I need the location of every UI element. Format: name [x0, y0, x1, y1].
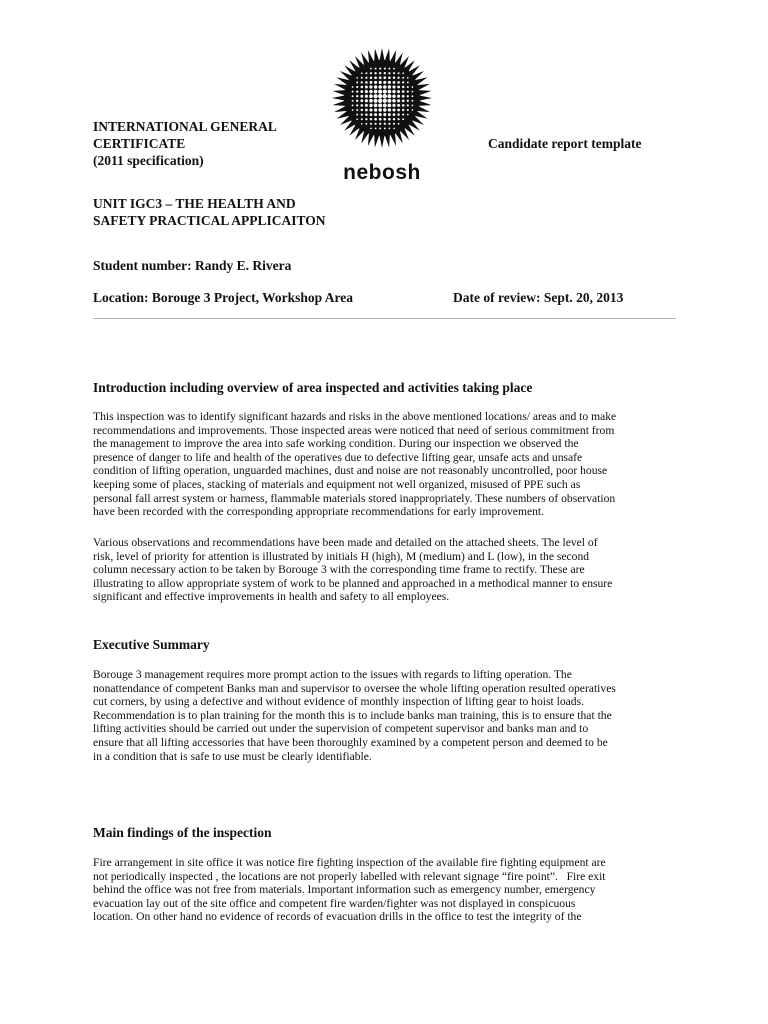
paragraph-line: have been recorded with the corresponding appropriate recommendations for early improvement.: [93, 505, 545, 519]
paragraph-line: column necessary action to be taken by Borouge 3 with the corresponding time frame to rectify. These are: [93, 563, 585, 577]
paragraph-line: the management to improve the area into safe working condition. During our inspection we observed the: [93, 437, 579, 451]
sunburst-emblem: [332, 48, 432, 148]
paragraph-line: Fire arrangement in site office it was notice fire fighting inspection of the available fire fighting equipment are: [93, 856, 606, 869]
paragraph-line: nonattendance of competent Banks man and supervisor to oversee the whole lifting operation resulted operatives: [93, 681, 616, 695]
paragraph-line: Recommendation is to plan training for the month this is to include banks man training, this is to ensure that the: [93, 708, 612, 722]
paragraph-line: illustrating to allow appropriate system of work to be planned and approached in a methodical manner to ensure: [93, 576, 613, 590]
paragraph-line: Borouge 3 management requires more prompt action to the issues with regards to lifting operation. The: [93, 668, 572, 681]
certificate-title: [93, 118, 277, 169]
paragraph-line: evacuation lay out of the site office and competent fire warden/fighter was not displayed in conspicuous: [93, 896, 576, 910]
paragraph-line: in a condition that is safe to use must be clearly identifiable.: [93, 749, 372, 763]
executive-summary-heading: Executive Summary: [93, 637, 210, 652]
main-findings-heading: Main findings of the inspection: [93, 825, 272, 840]
paragraph-line: recommendations and improvements. Those inspected areas were noticed that need of serious commitment from: [93, 423, 615, 437]
paragraph-line: not periodically inspected , the locations are not properly labelled with relevant signage “fire point”. Fire exit: [93, 869, 606, 883]
paragraph-line: condition of lifting operation, unguarded machines, dust and noise are not reasonably uncontrolled, poor house: [93, 464, 608, 478]
cert-line-1: INTERNATIONAL GENERAL: [93, 119, 277, 134]
nebosh-logo: [326, 48, 438, 182]
cert-line-3: (2011 specification): [93, 153, 204, 168]
paragraph-line: personal fall arrest system or harness, flammable materials stored inappropriately. These numbers of observation: [93, 491, 616, 505]
executive-summary-paragraph: [93, 668, 616, 763]
template-label: Candidate report template: [488, 136, 642, 151]
unit-title: [93, 195, 326, 229]
student-number: Student number: Randy E. Rivera: [93, 258, 292, 273]
intro-paragraph-1: [93, 410, 616, 519]
unit-line-2: SAFETY PRACTICAL APPLICAITON: [93, 213, 326, 228]
unit-line-1: UNIT IGC3 – THE HEALTH AND: [93, 196, 296, 211]
paragraph-line: risk, level of priority for attention is illustrated by initials H (high), M (medium) and L (low), in the second: [93, 549, 590, 563]
intro-paragraph-2: [93, 536, 612, 604]
paragraph-line: significant and effective improvements in health and safety to all employees.: [93, 590, 450, 604]
paragraph-line: behind the office was not free from materials. Important information such as emergency number, emergency: [93, 883, 596, 897]
paragraph-line: ensure that all lifting accessories that have been thoroughly examined by a competent person and deemed to be: [93, 735, 608, 749]
paragraph-line: location. On other hand no evidence of records of evacuation drills in the office to test the integrity of the: [93, 910, 582, 924]
review-date: Date of review: Sept. 20, 2013: [453, 290, 624, 305]
divider-line: [93, 318, 676, 319]
paragraph-line: lifting activities should be carried out under the supervision of competent supervisor and banks man and to: [93, 722, 589, 736]
paragraph-line: presence of danger to life and health of the operatives due to defective lifting gear, unsafe acts and unsafe: [93, 450, 583, 464]
paragraph-line: This inspection was to identify significant hazards and risks in the above mentioned locations/ areas and to make: [93, 410, 617, 423]
paragraph-line: cut corners, by using a defective and without evidence of monthly inspection of lifting gear to hoist loads.: [93, 695, 585, 709]
cert-line-2: CERTIFICATE: [93, 136, 186, 151]
intro-heading: Introduction including overview of area inspected and activities taking place: [93, 380, 533, 395]
logo-wordmark: nebosh: [343, 161, 421, 182]
paragraph-line: Various observations and recommendations have been made and detailed on the attached sheets. The level of: [93, 536, 598, 549]
main-findings-paragraph: [93, 856, 606, 924]
location: Location: Borouge 3 Project, Workshop Area: [93, 290, 353, 305]
paragraph-line: keeping some of places, stacking of materials and equipment not well organized, misused of PPE such as: [93, 477, 581, 491]
